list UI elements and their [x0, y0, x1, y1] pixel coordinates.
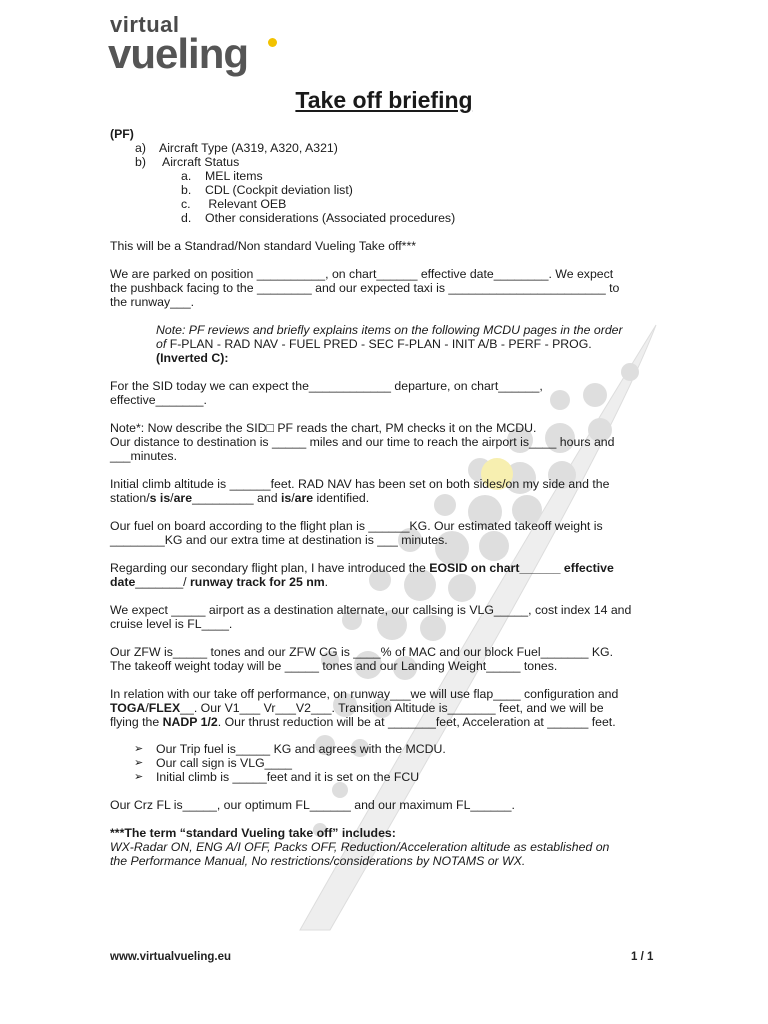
watermark-dot [420, 615, 446, 641]
text-run: EOSID on chart______ effective [429, 561, 614, 575]
paragraph-zfw-line: Our ZFW is_____ tones and our ZFW CG is ____% of MAC and our block Fuel_______ KG. [110, 645, 614, 659]
watermark-dot [332, 782, 348, 798]
text-run: FLEX [148, 701, 181, 715]
pf-label: (PF) [110, 127, 134, 141]
sublist-marker: a. [181, 169, 192, 183]
text-run: / [170, 491, 174, 505]
text-run: flying the [110, 715, 163, 729]
text-run: date [110, 575, 136, 589]
text-run: . [324, 575, 329, 589]
text-run: _________ and [192, 491, 281, 505]
paragraph-performance-line [110, 701, 604, 715]
paragraph-sid-line: For the SID today we can expect the____________ departure, on chart______, [110, 379, 543, 393]
paragraph-describe-line: Our distance to destination is _____ miles and our time to reach the airport is____ hours and [110, 435, 615, 449]
logo-vueling-text: vueling [108, 30, 249, 77]
bullet-item: Our Trip fuel is_____ KG and agrees with the MCDU. [156, 742, 446, 756]
bullet-item: Our call sign is VLG____ [156, 756, 293, 770]
footer-page-number: 1 / 1 [631, 951, 654, 963]
list-marker-b: b) [135, 155, 146, 169]
page-title: Take off briefing [295, 87, 473, 113]
paragraph-secondary-line [110, 575, 328, 589]
paragraph-fuel-line: Our fuel on board according to the flight plan is ______KG. Our estimated takeoff weight is [110, 519, 603, 533]
paragraph-cruise: Our Crz FL is_____, our optimum FL______ and our maximum FL______. [110, 798, 515, 812]
paragraph-fuel-line: ________KG and our extra time at destination is ___ minutes. [110, 533, 448, 547]
logo-virtual-text: virtual [110, 12, 180, 37]
note-pages: F-PLAN - RAD NAV - FUEL PRED - SEC F-PLAN - INIT A/B - PERF - PROG. [169, 337, 592, 351]
sublist-item: MEL items [205, 169, 263, 183]
text-run: identified. [313, 491, 370, 505]
text-run: TOGA [110, 701, 146, 715]
paragraph-parked-line: the pushback facing to the ________ and our expected taxi is _______________________ to [110, 281, 620, 295]
note-line: Note: PF reviews and briefly explains items on the following MCDU pages in the order [156, 323, 623, 337]
text-run: station/ [110, 491, 150, 505]
paragraph-secondary-line [110, 561, 614, 575]
watermark-dot [448, 574, 476, 602]
text-run: . Our thrust reduction will be at _______feet, Acceleration at ______ feet. [217, 715, 616, 729]
list-item-aircraft-type: Aircraft Type (A319, A320, A321) [159, 141, 338, 155]
paragraph-parked-line: the runway___. [110, 295, 195, 309]
sublist-item: CDL (Cockpit deviation list) [205, 183, 353, 197]
text-run: / [145, 701, 149, 715]
sublist-item: Relevant OEB [205, 197, 287, 211]
text-run: s is [149, 491, 171, 505]
list-item-aircraft-status: Aircraft Status [162, 155, 240, 169]
list-marker-a: a) [135, 141, 146, 155]
bullet-item: Initial climb is _____feet and it is set on the FCU [156, 770, 420, 784]
footnote-heading: ***The term “standard Vueling take off” includes: [110, 826, 396, 840]
watermark-dot [434, 494, 456, 516]
note-line [156, 337, 592, 351]
text-run: / [291, 491, 295, 505]
text-run: Regarding our secondary flight plan, I have introduced the [110, 561, 430, 575]
watermark-dot [583, 383, 607, 407]
watermark-dot [621, 363, 639, 381]
paragraph-performance-line [110, 715, 616, 729]
text-run: are [294, 491, 314, 505]
note-inverted-c: (Inverted C): [156, 351, 229, 365]
sublist-marker: d. [181, 211, 192, 225]
footnote-line: WX-Radar ON, ENG A/I OFF, Packs OFF, Reduction/Acceleration altitude as established on [110, 840, 610, 854]
text-run: is [280, 491, 292, 505]
paragraph-alternate-line: cruise level is FL____. [110, 617, 233, 631]
paragraph-alternate-line: We expect _____ airport as a destination alternate, our callsing is VLG_____, cost index 14 and [110, 603, 632, 617]
arrow-bullet-icon: ➢ [134, 757, 144, 769]
paragraph-describe-line: Note*: Now describe the SID□ PF reads the chart, PM checks it on the MCDU. [110, 421, 537, 435]
text-run: _______/ [135, 575, 191, 589]
paragraph-zfw-line: The takeoff weight today will be _____ tones and our Landing Weight_____ tones. [110, 659, 558, 673]
paragraph-climb-line: Initial climb altitude is ______feet. RAD NAV has been set on both sides/on my side and the [110, 477, 610, 491]
paragraph-performance-line: In relation with our take off performance, on runway___we will use flap____ configuration and [110, 687, 619, 701]
paragraph-standard: This will be a Standrad/Non standard Vueling Take off*** [110, 239, 417, 253]
logo-dot-icon [268, 38, 277, 47]
footer-url-link[interactable]: www.virtualvueling.eu [110, 951, 231, 963]
sublist-item: Other considerations (Associated procedures) [205, 211, 456, 225]
paragraph-climb-line [110, 491, 369, 505]
arrow-bullet-icon: ➢ [134, 771, 144, 783]
text-run: runway track for 25 nm [190, 575, 325, 589]
text-run: are [173, 491, 193, 505]
text-run: __. Our V1___ Vr___V2___. Transition Altitude is_______ feet, and we will be [180, 701, 604, 715]
paragraph-parked-line: We are parked on position __________, on chart______ effective date________. We expect [110, 267, 614, 281]
arrow-bullet-icon: ➢ [134, 743, 144, 755]
note-of: of [156, 337, 170, 351]
sublist-marker: c. [181, 197, 191, 211]
paragraph-sid-line: effective_______. [110, 393, 207, 407]
watermark-dot [550, 390, 570, 410]
footnote-line: the Performance Manual, No restrictions/considerations by NOTAMS or WX. [110, 854, 526, 868]
virtual-vueling-logo [110, 14, 280, 78]
watermark-dot [479, 531, 509, 561]
paragraph-describe-line: ___minutes. [110, 449, 177, 463]
sublist-marker: b. [181, 183, 192, 197]
text-run: NADP 1/2 [162, 715, 218, 729]
